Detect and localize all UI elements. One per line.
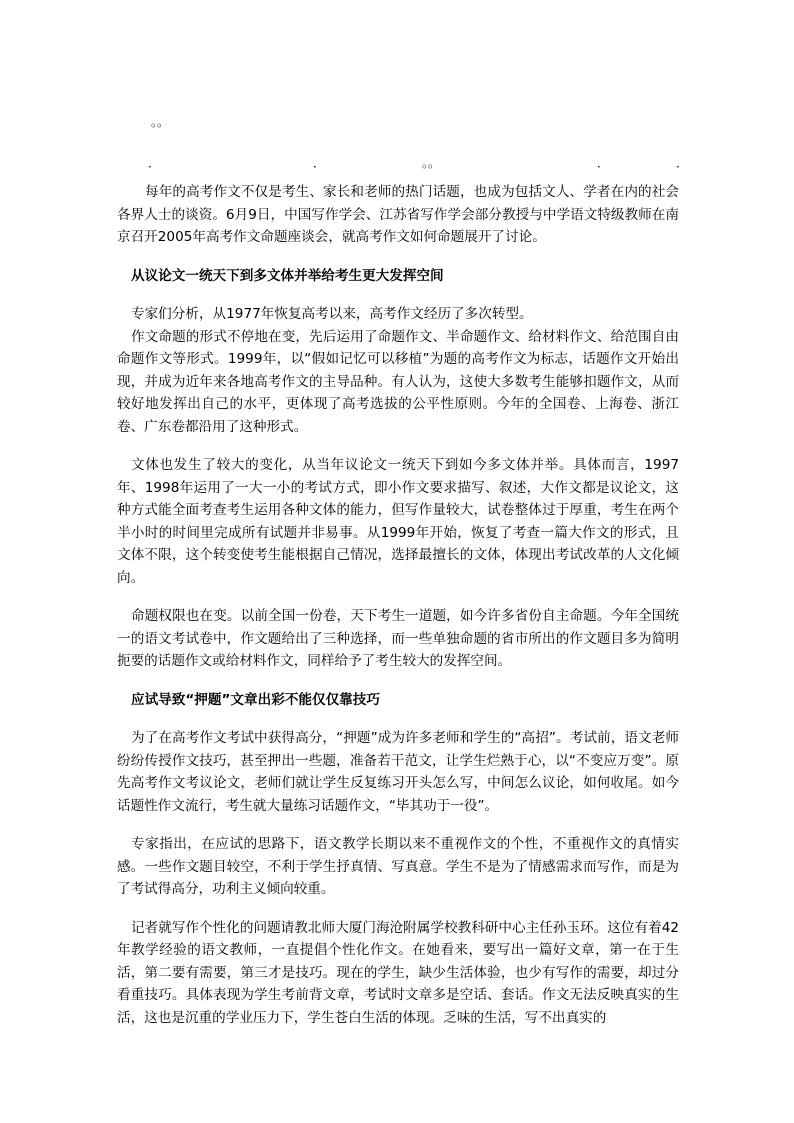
paragraph-6: 专家指出，在应试的思路下，语文教学长期以来不重视作文的个性，不重视作文的真情实感。一些作文题目较空，不利于学生抒真情、写真意。学生不是为了情感需求而写作，而是为了考试得高分，功利主义倾向较重。 [117, 836, 679, 897]
paragraph-3: 文体也发生了较大的变化，从当年议论文一统天下到如今多文体并举。具体而言，1997年、1998年运用了一大一小的考试方式，即小作文要求描写、叙述，大作文都是议论文，这种方式能全面考查考生运用各种文体的能力，但写作量较大，试卷整体过于厚重，考生在两个半小时的时间里完成所有试题并非易事。从1999年开始，恢复了考查一篇大作文的形式，且文体不限，这个转变使考生能根据自己情况，选择最擅长的文体，体现出考试改革的人文化倾向。 [117, 457, 679, 586]
paragraph-2: 作文命题的形式不停地在变，先后运用了命题作文、半命题作文、给材料作文、给范围自由命题作文等形式。1999年，以“假如记忆可以移植”为题的高考作文为标志，话题作文开始出现，并成为近年来各地高考作文的主导品种。有人认为，这使大多数考生能够扣题作文，从而较好地发挥出自己的水平，更体现了高考选拔的公平性原则。今年的全国卷、上海卷、浙江卷、广东卷都沿用了这种形式。 [117, 328, 679, 435]
intro-paragraph: 每年的高考作文不仅是考生、家长和老师的热门话题，也成为包括文人、学者在内的社会各界人士的谈资。6月9日，中国写作学会、江苏省写作学会部分教授与中学语文特级教师在南京召开2005年高考作文命题座谈会，就高考作文如何命题展开了讨论。 [117, 184, 679, 245]
paragraph-7: 记者就写作个性化的问题请教北师大厦门海沧附属学校教科研中心主任孙玉环。这位有着42年教学经验的语文教师，一直提倡个性化作文。在她看来，要写出一篇好文章，第一在于生活，第二要有需要，第三才是技巧。现在的学生，缺少生活体验，也少有写作的需要，却过分看重技巧。具体表现为学生考前背文章，考试时文章多是空话、套话。作文无法反映真实的生活，这也是沉重的学业压力下，学生苍白生活的体现。乏味的生活，写不出真实的 [117, 919, 679, 1026]
section-heading-1: 从议论文一统天下到多文体并举给考生更大发挥空间 [131, 267, 444, 284]
stray-mark-3: 。。 [422, 156, 441, 170]
stray-mark-4: ． [597, 156, 610, 170]
paragraph-1: 专家们分析，从1977年恢复高考以来，高考作文经历了多次转型。 [131, 306, 533, 322]
paragraph-4: 命题权限也在变。以前全国一份卷，天下考生一道题，如今许多省份自主命题。今年全国统一的语文考试卷中，作文题给出了三种选择，而一些单独命题的省市所出的作文题目多为简明扼要的话题作文或给材料作文，同样给予了考生较大的发挥空间。 [117, 608, 679, 669]
stray-mark-1: ． [148, 156, 161, 170]
section-heading-2: 应试导致“押题”文章出彩不能仅仅靠技巧 [131, 691, 380, 708]
stray-mark-2: ． [313, 156, 326, 170]
paragraph-5: 为了在高考作文考试中获得高分，“押题”成为许多老师和学生的“高招”。考试前，语文老师纷纷传授作文技巧，甚至押出一些题，准备若干范文，让学生烂熟于心，以“不变应万变”。原先高考作文考议论文，老师们就让学生反复练习开头怎么写，中间怎么议论，如何收尾。如今话题性作文流行，考生就大量练习话题作文，“毕其功于一役”。 [117, 730, 679, 814]
article-body [117, 181, 679, 1029]
stray-marks-top: 。。 [151, 115, 170, 129]
stray-mark-5: ． [676, 156, 689, 170]
